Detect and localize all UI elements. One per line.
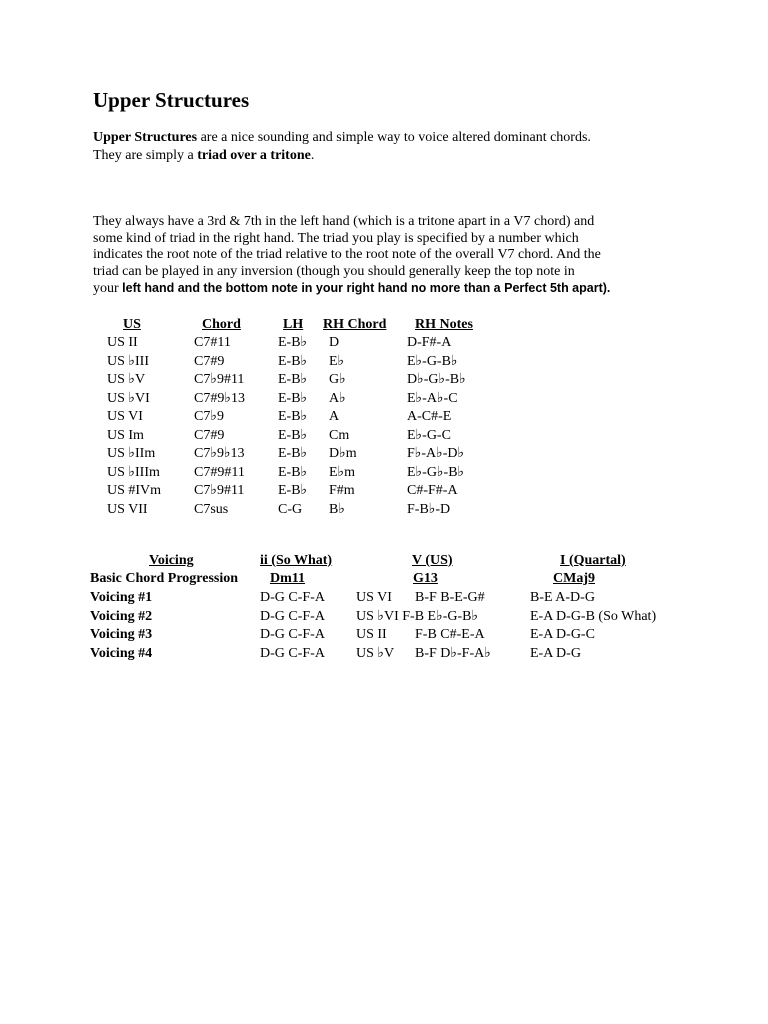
intro-line-1-rest: are a nice sounding and simple way to voice altered dominant chords. (197, 130, 591, 145)
us-table-cell: C7#11 (194, 335, 231, 350)
intro-line-2-bold: triad over a tritone (197, 148, 311, 163)
intro-bold-lead: Upper Structures (93, 130, 198, 145)
voicing-row-label: Voicing #2 (90, 608, 153, 624)
us-table-cell: E♭-G-B♭ (407, 353, 458, 369)
body-line-2: some kind of triad in the right hand. The triad you play is specified by a number which (93, 230, 579, 246)
voicing-cell: E-A D-G-C (530, 627, 595, 642)
voicing-cell: B-F D♭-F-A♭ (415, 645, 491, 661)
us-table-cell: A-C#-E (407, 409, 452, 424)
voicing-header: V (US) (412, 553, 453, 568)
voicing-row-label: Voicing #4 (90, 645, 153, 661)
body-line-5-start: your (93, 281, 123, 296)
voicing-cell: D-G C-F-A (260, 590, 325, 605)
us-table-cell: E♭m (329, 464, 356, 480)
us-table-header: RH Notes (415, 317, 473, 332)
voicing-cell: US II (356, 627, 387, 642)
us-table-cell: C7#9 (194, 427, 225, 443)
voicing-cell: D-G C-F-A (260, 608, 325, 624)
voicing-row-label: Voicing #1 (90, 590, 153, 605)
voicing-cell: E-A D-G (530, 645, 581, 661)
us-table-cell: US Im (107, 427, 144, 443)
us-table-cell: US ♭III (107, 353, 149, 369)
body-line-1: They always have a 3rd & 7th in the left hand (which is a tritone apart in a V7 chord) and (93, 214, 595, 229)
us-table-cell: US ♭V (107, 372, 146, 387)
us-table-cell: E-B♭ (278, 409, 308, 424)
voicing-cell: D-G C-F-A (260, 627, 325, 642)
body-line-4: triad can be played in any inversion (though you should generally keep the top note in (93, 263, 575, 279)
intro-line-2 (93, 147, 693, 165)
us-table-header: RH Chord (323, 317, 387, 332)
body-line-3: indicates the root note of the triad relative to the root note of the overall V7 chord. And the (93, 247, 601, 262)
us-table-cell: US ♭IIm (107, 446, 156, 461)
us-table-cell: D♭-G♭-B♭ (407, 372, 466, 387)
us-table-cell: F#m (329, 483, 355, 498)
voicing-progression-cell: Basic Chord Progression (90, 571, 239, 586)
us-table-cell: G♭ (329, 372, 346, 387)
us-table-cell: US II (107, 335, 138, 350)
us-table-cell: C7♭9#11 (194, 372, 245, 387)
us-table-cell: C7♭9#11 (194, 483, 245, 498)
intro-paragraph (93, 129, 693, 165)
us-table-cell: E♭-G-C (407, 427, 451, 443)
us-table-cell: E-B♭ (278, 427, 308, 443)
intro-line-2-end: . (310, 148, 315, 163)
us-table-cell: US #IVm (107, 483, 162, 498)
voicing-cell: E-A D-G-B (So What) (530, 608, 657, 624)
us-table-cell: E-B♭ (278, 372, 308, 387)
us-table-cell: C#-F#-A (407, 483, 458, 498)
us-table-header: LH (283, 317, 304, 332)
body-line-5 (93, 280, 693, 298)
body-paragraph (93, 214, 693, 298)
us-table-cell: E♭-G♭-B♭ (407, 464, 465, 480)
voicing-cell: US ♭VI F-B E♭-G-B♭ (356, 608, 479, 624)
body-line-5-bold: left hand and the bottom note in your right hand no more than a Perfect 5th apart). (122, 281, 611, 295)
us-table-cell: C7♭9 (194, 409, 224, 424)
us-table-cell: F♭-A♭-D♭ (407, 446, 465, 461)
voicing-header: I (Quartal) (560, 553, 626, 568)
us-table-cell: D-F#-A (407, 335, 452, 350)
voicing-cell: US ♭V (356, 645, 395, 661)
us-table-cell: US ♭IIIm (107, 464, 160, 480)
us-table-cell: US VII (107, 501, 148, 517)
us-table-cell: A♭ (329, 390, 346, 406)
intro-line-1 (93, 129, 693, 147)
voicing-row-label: Voicing #3 (90, 627, 153, 642)
us-table-cell: A (329, 409, 340, 424)
us-table-cell: US ♭VI (107, 390, 150, 406)
us-table-cell: C-G (278, 501, 303, 517)
us-table-cell: F-B♭-D (407, 501, 451, 517)
us-table-cell: C7#9♭13 (194, 390, 245, 406)
voicing-header: ii (So What) (260, 553, 333, 568)
voicing-table (90, 552, 690, 662)
us-table-cell: E-B♭ (278, 446, 308, 461)
us-table-cell: E-B♭ (278, 353, 308, 369)
us-table-cell: D (329, 335, 340, 350)
us-table-header: Chord (202, 317, 241, 332)
voicing-progression-cell: Dm11 (270, 571, 305, 586)
us-table-cell: E-B♭ (278, 483, 308, 498)
voicing-cell: F-B C#-E-A (415, 627, 485, 642)
us-table-cell: E♭-A♭-C (407, 390, 458, 406)
voicing-header: Voicing (149, 553, 194, 568)
voicing-progression-cell: G13 (413, 571, 438, 586)
upper-structure-table (93, 316, 513, 526)
page-title: Upper Structures (93, 88, 250, 112)
voicing-cell: US VI (356, 590, 392, 605)
us-table-cell: D♭m (329, 446, 357, 461)
us-table-cell: C7#9#11 (194, 464, 245, 480)
us-table-header: US (123, 317, 141, 332)
us-table-cell: E-B♭ (278, 335, 308, 350)
us-table-cell: B♭ (329, 501, 345, 517)
intro-line-2-start: They are simply a (93, 148, 198, 163)
us-table-cell: C7sus (194, 501, 229, 517)
voicing-cell: B-F B-E-G# (415, 590, 485, 605)
us-table-cell: E♭ (329, 353, 345, 369)
us-table-cell: US VI (107, 409, 143, 424)
us-table-cell: C7#9 (194, 353, 225, 369)
us-table-cell: C7♭9♭13 (194, 446, 245, 461)
voicing-progression-cell: CMaj9 (553, 571, 595, 586)
us-table-cell: E-B♭ (278, 464, 308, 480)
voicing-cell: B-E A-D-G (530, 590, 595, 605)
us-table-cell: E-B♭ (278, 390, 308, 406)
us-table-cell: Cm (329, 427, 350, 443)
voicing-cell: D-G C-F-A (260, 645, 325, 661)
